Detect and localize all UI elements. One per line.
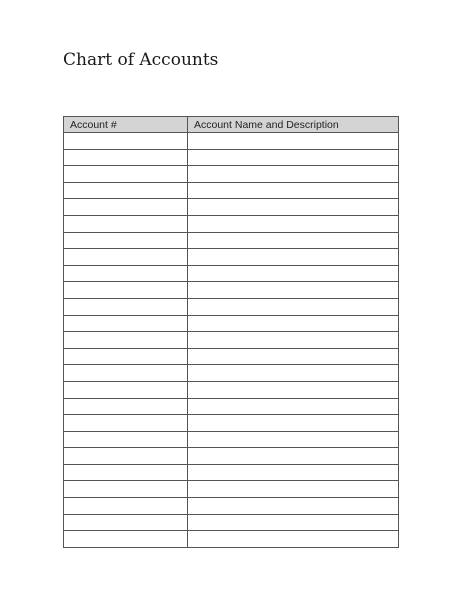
account-number-cell[interactable] [64,232,188,249]
table-row [64,381,399,398]
account-description-cell[interactable] [188,531,399,548]
account-number-cell[interactable] [64,498,188,515]
table-row [64,332,399,349]
table-row [64,448,399,465]
account-description-cell[interactable] [188,215,399,232]
account-description-cell[interactable] [188,149,399,166]
table-row [64,166,399,183]
table-row [64,431,399,448]
table-row [64,315,399,332]
account-number-cell[interactable] [64,531,188,548]
account-description-cell[interactable] [188,166,399,183]
column-header-account-name: Account Name and Description [188,117,399,133]
table-row [64,348,399,365]
account-description-cell[interactable] [188,448,399,465]
table-body [64,133,399,548]
account-number-cell[interactable] [64,133,188,150]
account-description-cell[interactable] [188,431,399,448]
table-row [64,531,399,548]
table-row [64,415,399,432]
account-number-cell[interactable] [64,315,188,332]
account-description-cell[interactable] [188,315,399,332]
account-description-cell[interactable] [188,365,399,382]
account-number-cell[interactable] [64,398,188,415]
account-number-cell[interactable] [64,298,188,315]
table-row [64,199,399,216]
table-row [64,365,399,382]
table-row [64,481,399,498]
account-description-cell[interactable] [188,348,399,365]
account-number-cell[interactable] [64,415,188,432]
account-number-cell[interactable] [64,249,188,266]
account-description-cell[interactable] [188,464,399,481]
table-row [64,149,399,166]
account-number-cell[interactable] [64,265,188,282]
account-description-cell[interactable] [188,514,399,531]
account-number-cell[interactable] [64,215,188,232]
table-row [64,232,399,249]
column-header-account-number: Account # [64,117,188,133]
table-row [64,498,399,515]
account-description-cell[interactable] [188,232,399,249]
account-number-cell[interactable] [64,381,188,398]
table-row [64,398,399,415]
account-number-cell[interactable] [64,166,188,183]
account-number-cell[interactable] [64,481,188,498]
account-number-cell[interactable] [64,199,188,216]
account-number-cell[interactable] [64,464,188,481]
accounts-table [63,116,399,548]
table-row [64,249,399,266]
account-number-cell[interactable] [64,448,188,465]
account-description-cell[interactable] [188,182,399,199]
account-description-cell[interactable] [188,381,399,398]
account-description-cell[interactable] [188,282,399,299]
table-row [64,298,399,315]
table-row [64,182,399,199]
page-title: Chart of Accounts [63,50,219,70]
account-number-cell[interactable] [64,514,188,531]
account-description-cell[interactable] [188,133,399,150]
account-description-cell[interactable] [188,398,399,415]
account-description-cell[interactable] [188,249,399,266]
account-description-cell[interactable] [188,298,399,315]
account-number-cell[interactable] [64,348,188,365]
account-number-cell[interactable] [64,182,188,199]
table-row [64,215,399,232]
table-row [64,282,399,299]
account-description-cell[interactable] [188,415,399,432]
table-row [64,133,399,150]
account-description-cell[interactable] [188,199,399,216]
account-description-cell[interactable] [188,265,399,282]
account-number-cell[interactable] [64,365,188,382]
table-row [64,464,399,481]
account-number-cell[interactable] [64,332,188,349]
account-number-cell[interactable] [64,431,188,448]
account-number-cell[interactable] [64,282,188,299]
account-description-cell[interactable] [188,332,399,349]
account-number-cell[interactable] [64,149,188,166]
table-row [64,514,399,531]
table-row [64,265,399,282]
table-header-row [64,117,399,133]
account-description-cell[interactable] [188,498,399,515]
account-description-cell[interactable] [188,481,399,498]
